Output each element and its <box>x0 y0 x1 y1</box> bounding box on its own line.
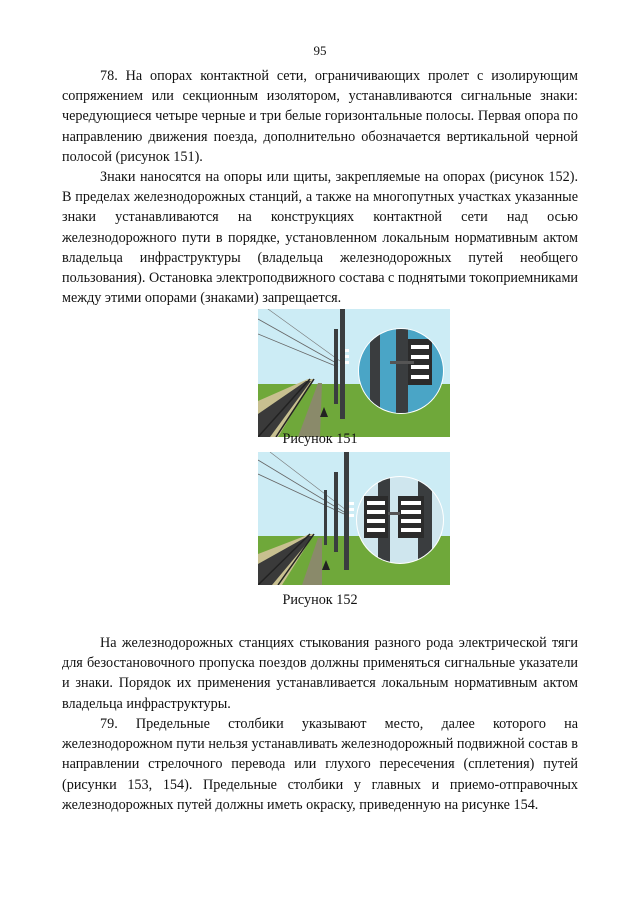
page-number: 95 <box>313 43 327 58</box>
figure-152-illustration <box>258 452 450 585</box>
figure-151-illustration <box>258 309 450 437</box>
paragraph-79: 79. Предельные столбики указывают место, далее которого на железнодорожном пути нельзя устанавливать железнодорожный подвижной состав в направлении стрелочного перевода или глухого пересечения (сплетения) путей (рисунки 153, 154). Предельные столбики у главных и приемо-отправочных железнодорожных путей должны иметь окраску, приведенную на рисунке 154. <box>62 716 578 813</box>
paragraph-signs: Знаки наносятся на опоры или щиты, закрепляемые на опорах (рисунок 152). В пределах железнодорожных станций, а также на многопутных участках указанные знаки устанавливаются на конструкциях контактной сети над осью железнодорожного пути в порядке, установленном локальным нормативным актом владельца инфраструктуры (владельца железнодорожных путей необщего пользования). Остановка электроподвижного состава с поднятыми токоприемниками между этими опорами (знаками) запрещается. <box>62 169 579 307</box>
figure-152-caption: Рисунок 152 <box>282 592 358 608</box>
paragraph-78: 78. На опорах контактной сети, ограничивающих пролет с изолирующим сопряжением или секционным изолятором, устанавливаются сигнальные знаки: чередующиеся четыре черные и три белые горизонтальные полосы. Первая опора по направлению движения поезда, дополнительно обозначается вертикальной черной полосой (рисунок 151). <box>62 68 578 165</box>
paragraph-traction-stations: На железнодорожных станциях стыкования разного рода электрической тяги для безостановочного пропуска поездов должны применяться сигнальные указатели и знаки. Порядок их применения устанавливается локальным нормативным актом владельца инфраструктуры. <box>62 635 578 712</box>
figure-151-caption: Рисунок 151 <box>282 431 358 447</box>
